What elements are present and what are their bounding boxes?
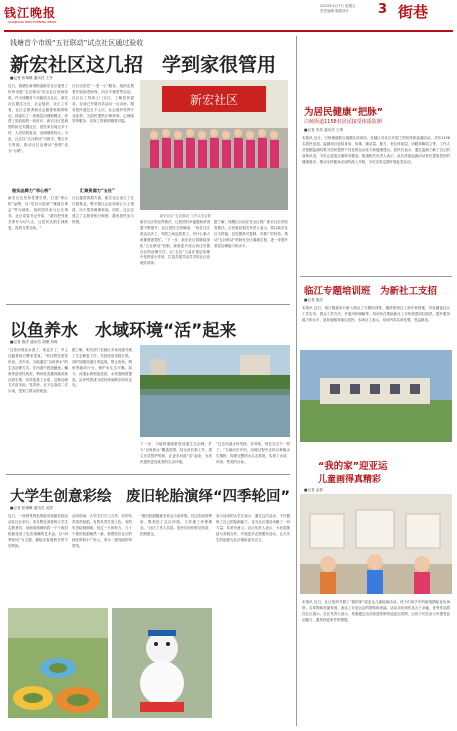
masthead-subtitle: QIANJIANG NEW EVENING NEWS [8, 20, 57, 24]
story2-col3: 下一步，当地将继续推进河道生态治理，扩大“以鱼养水”覆盖范围，结合河长制工作，建立长效管护机制，让更多河道“活”起来，为居民提供更加优美的生活环境。 [140, 442, 212, 464]
story1-col1: 近日，钱塘区新湾街道新宏社区接受了杭州市级“五社联动”试点社区现场验收。作为钱塘首个市级试点社区，新宏社区通过社区、社会组织、社区工作者、社区志愿者和社会慈善资源的联动，探索出了一套基层治理新模式，获得了验收组的一致好评。新宏社区是典型的拆迁安置社区，居民来自周边多个村，人员结构复杂，治理难度较大。为此，社区以“五社联动”为抓手，整合各方资源，推动社区治理从“独唱”变为“合唱”。 [8, 84, 68, 153]
story3-col4: 参与活动的大学生表示，通过这次活动，不仅锻炼了自己的绘画能力，也为社区建设贡献了一份力量，非常有意义。社区负责人表示，今后将继续与高校合作，开展更多志愿服务活动，让大学生的创意为社区增添更多活力。 [216, 514, 290, 542]
story1-byline: ■记者 张琳琳 通讯员 王齐 [10, 76, 53, 80]
side2-text: 本报讯 近日，临江街道举行新入职社工专题培训班，邀请资深社工和专家授课，内容涵盖社区工作实务、群众工作方法、矛盾纠纷调解等。培训旨在帮助新社工尽快熟悉岗位职责，提升服务能力和水平，更好地服务辖区居民。参训社工表示，培训内容实用性强，受益匪浅。 [302, 306, 450, 322]
editor-line: 责任编辑 版面设计 [320, 9, 350, 13]
story2-col4: “过去河道水体发绿，有异味，现在完全不一样了。”当地河长介绍，治理过程中还结合种植水生植物，构建完整的水生态系统，实现了水清、岸绿、景美的目标。 [216, 442, 290, 464]
column-divider [296, 36, 297, 726]
side3-subtitle: 儿童画得真精彩 [318, 475, 382, 485]
story3-title: 大学生创意彩绘 废旧轮胎演绎“四季轮回” [10, 489, 291, 505]
children-painting-photo [300, 494, 452, 594]
story2-byline: ■记者 施洋 通讯员 胡瑾 刘海 [10, 340, 58, 344]
story1-photo-caption: 新宏社区“五社联动”工作人员合影 [160, 214, 211, 218]
story1-col2b: 社区慈善资源方面，新宏社区设立了社区微基金，吸引辖区企业和爱心人士捐款，用于帮扶困难家庭。同时，社区还建立了志愿者积分制度，激发居民参与热情。 [72, 196, 134, 224]
story3-col3: “废旧轮胎随意丢弃会污染环境，经过彩绘再利用，既美化了社区环境，又传递了环保理念。”社区工作人员说。居民们纷纷驻足欣赏，拍照留念。 [140, 514, 212, 536]
side1-title: 为居民健康“把脉” [304, 107, 383, 118]
page-header [0, 0, 457, 32]
story2-col2: 据了解，相关部门在辖区多条河道开展了生态修复工作，共投放鱼苗数万尾。同时加强河道日常巡查，禁止电鱼、网鱼等破坏行为，保护水生态平衡。如今，河道水质明显改善，水体透明度提高，沿岸风景成为居民休闲散步的好去处。 [72, 348, 132, 388]
page-number: 3 [378, 2, 388, 17]
story1-col3: 新宏社区的这些做法，让居民的幸福感和获得感不断提升。社区居民王阿姨说：“现在社区里活动多了，邻居之间也熟悉了，有什么事大家都愿意帮忙。”下一步，新宏社区将继续深化“五社联动”机制，探索更多适合拆迁安置社区的治理方法，让“五社”力量在基层治理中发挥更大作用，打造共建共治共享的社区治理共同体。 [140, 220, 210, 266]
story1-title: 新宏社区这几招 学到家很管用 [10, 54, 277, 76]
side3-text: 本报讯 近日，社区组织开展了“我的家”迎亚运儿童绘画活动。孩子们用手中的画笔描绘亚运场馆、吉祥物和美丽家园，表达了对亚运会的期待和祝福。活动共收到作品五十余幅，优秀作品将在社区展示。社区负责人表示，希望通过活动营造浓厚的迎亚运氛围，让孩子们在参与中感受亚运魅力，激发热爱家乡的情感。 [302, 600, 450, 622]
side3-title: “我的家”迎亚运 [318, 461, 388, 472]
story3-col2: 活动现场，大学生们分工合作，有的负责清洗轮胎，有的负责打底上色，有的负责绘制图案。经过一天的努力，几十个废旧轮胎焕然一新，被摆放在社区的绿化带和小广场上，成为一道亮丽的风景线。 [72, 514, 132, 548]
volunteers-photo [140, 80, 288, 210]
story1-pretitle: 钱塘首个市级“五社联动”试点社区通过验收 [10, 39, 144, 47]
dateline: 2023年4月7日 星期五 [320, 4, 356, 8]
training-photo [300, 350, 452, 442]
side1-subtitle: 白杨街道1158名居民接受体质监测 [304, 119, 382, 125]
story-divider-2 [6, 474, 290, 475]
story3-byline: ■记者 张琳琳 通讯员 吴倩 [10, 506, 53, 510]
story1-col1b: 新宏社区坚持党建引领，打造“邻心桥”品牌，以“党员示范岗”“楼道议事会”等为载体，组织居民参与社区事务。社区党委书记介绍，“我们把邻里关系作为切入点，让居民从陌生到熟悉，再到互帮互助。” [8, 196, 68, 230]
story3-col1: 近日，一场别具特色的废旧轮胎彩绘活动在社区举行。来自附近高校的大学生志愿者们，用画笔和颜料将一个个废旧轮胎变成了色彩斑斓的艺术品，以“四季轮回”为主题，描绘出春夏秋冬的不同景致。 [8, 514, 68, 548]
tire-photo-2 [112, 608, 212, 718]
side3-byline: ■记者 孟群 [304, 488, 323, 492]
side1-text: 本报讯 近日，白杨街道联合钱塘区体育局，在辖区各社区开展了国民体质监测活动，共有1158名居民参加。监测项目包括身高、体重、肺活量、握力、坐位体前屈、闭眼单脚站立等，工作人员根据监测结果为居民提供个性化的运动处方和健康建议。居民们表示，通过监测了解了自己的身体状况，今后会更加注重科学健身。街道相关负责人表示，此次体质监测活动旨在提高居民的健康意识，推动全民健身活动的深入开展，今后还将定期开展此类活动。 [302, 136, 450, 164]
side2-title: 临江专题培训班 为新社工支招 [304, 286, 438, 297]
side1-byline: ■记者 史奕 通讯员 王琦 [304, 128, 344, 132]
section-title: 街巷 [398, 3, 429, 21]
story-divider-1 [6, 304, 290, 305]
river-photo [140, 345, 290, 437]
story1-col4: 据了解，钱塘区目前正在全区推广新宏社区的经验做法。区民政局相关负责人表示，将以新宏社区为样板，总结提炼可复制、可推广的经验，推动“五社联动”机制在全区落地生根，进一步提升基层治理能力和水平。 [214, 220, 288, 248]
side-divider-1 [300, 276, 452, 277]
side2-byline: ■记者 施洋 [304, 298, 323, 302]
masthead-logo: 钱江晚报 [4, 6, 57, 20]
story1-subhead1: 做实品牌力“邻心桥” [12, 188, 52, 193]
tire-photo-1 [8, 608, 108, 718]
header-rule [4, 30, 453, 32]
story1-col2: 社区还依托“一老一小”服务，组织志愿者开展助老助残、四点半课堂等活动。社区社工每周上门走访，了解居民需求。目前已开展各类活动一百余场，服务居民超过五千人次。社会组织发挥专业优势，为居民提供法律咨询、心理疏导等服务，实现了资源的精准对接。 [72, 84, 134, 124]
svg-text:新宏社区: 新宏社区 [189, 93, 239, 107]
story2-col1: “这条河现在水清了，鱼也多了，早上还能看到白鹭来觅食。”家住附近的居民说。近年来，当地通过“以鱼养水”的生态治理方式，在河道中投放鲢鱼、鳙鱼等滤食性鱼类，利用鱼类摄食藻类和浮游生物，有效改善了水质。这种治理方式成本低、见效快，且不会造成二次污染，受到了群众的欢迎。 [8, 348, 68, 394]
story2-title: 以鱼养水 水域环境“活”起来 [10, 321, 237, 341]
story1-subhead2: 汇聚资源力“五社” [80, 188, 115, 193]
